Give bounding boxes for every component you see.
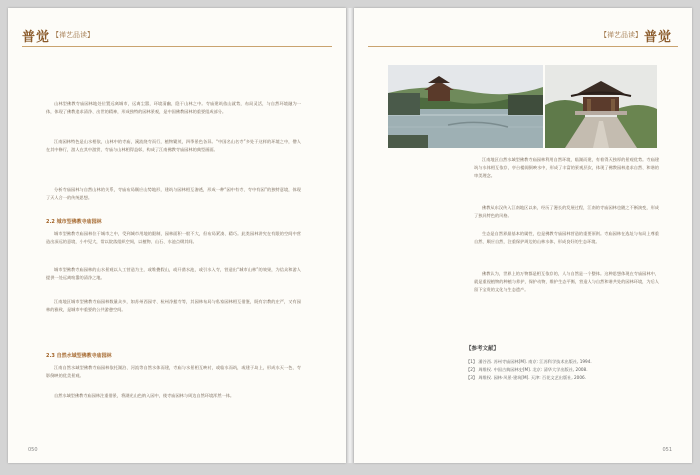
paragraph-2: 江南园林特色是山水相依，山林中的寺庙，溪流绕寺而行，植物繁茂，四季景色各异。“中国名山名寺”多处于这样的环境之中，僧人在其中修行，游人在其中游赏，寺庙与山林相得益彰，构成了江南佛教寺庙园林的典型画面。: [46, 139, 301, 153]
brand-logo-right: 普觉: [644, 30, 673, 45]
paragraph-3: 分析寺庙园林与自然山林的关系，寺庙布局顺应山势地形，建筑与园林相互渗透，形成一种“园中有寺、寺中有园”的独特意境，体现了天人合一的传统思想。: [46, 187, 301, 201]
header-rule: [22, 46, 332, 47]
reference-item: 【3】 周维权. 园林·风景·建筑[M]. 天津: 百花文艺出版社, 2006.: [466, 375, 587, 380]
paragraph-8: 自然水域型佛教寺庙园林注重借景，将湖光山色纳入园中，使寺庙园林与周边自然环境浑然一体。: [54, 393, 235, 398]
brand-logo: 普觉: [22, 30, 51, 45]
section-tag-right: 【禅艺品读】: [600, 31, 642, 39]
paragraph-r1: 江南地区自然水域型佛教寺庙园林利用自然环境，临湖而建，有着得天独厚的景观优势。寺庙建筑与水体相互依存，亭台楼阁倒映水中，形成了丰富的景观层次，体现了佛教园林追求自然、和谐的审美理念。: [474, 157, 659, 179]
references-title: 【参考文献】: [466, 346, 500, 352]
paragraph-r4: 佛教认为，世界上的万物都是相互依存的，人与自然是一个整体。这种思想体现在寺庙园林中，就是重视植物的种植与养护，保护动物，维护生态平衡，营造人与自然和谐共处的园林环境，为后人留下宝贵的文化与生态遗产。: [474, 271, 659, 293]
paragraph-r3: 生态是自然界最基本的属性，也是佛教寺庙园林营造的重要原则。寺庙园林在选址与布局上尊重自然、顺应自然，注重保护周边的山林水体，形成良好的生态环境。: [474, 231, 659, 245]
paragraph-6: 江南地区城市型佛教寺庙园林数量众多，如苏州西园寺、杭州净慈寺等，其园林布局与私家园林相互借鉴，既有宗教的庄严，又有园林的雅致，是城市中重要的公共游憩空间。: [46, 299, 301, 313]
paragraph-1: 山林型佛教寺庙园林地处位置远离城市，远离尘嚣，环境清幽，隐于山林之中。寺庙建筑依山就势，布局灵活，与自然环境融为一体，体现了佛教追求清净、出世的精神，形成独特的园林景观，是中国佛教园林的重要组成部分。: [46, 101, 301, 115]
reference-item: 【2】 周维权. 中国古典园林史[M]. 北京: 清华大学出版社, 2008.: [466, 367, 588, 372]
paragraph-7: 江南自然水域型佛教寺庙园林依托湖泊、河流等自然水体而建，寺庙与水景相互映衬，或临水而筑，或建于岛上，形成水天一色、寺影倒映的优美景观。: [46, 365, 301, 379]
section-tag: 【禅艺品读】: [52, 31, 94, 39]
paragraph-r2: 佛教从东汉传入江南地区以来，经历了漫长的发展过程，江南的寺庙园林也随之不断演变，形成了独具特色的风格。: [474, 205, 659, 219]
subhead-water: 2.3 自然水域型佛教寺庙园林: [46, 353, 112, 359]
temple-lake-photo: [388, 65, 543, 148]
book-gutter: [346, 8, 354, 463]
references-section: [466, 344, 666, 382]
paragraph-4: 城市型佛教寺庙园林位于城市之中，受到城市用地的限制，园林面积一般不大，但布局紧凑、精巧。此类园林讲究在有限的空间中营造出深远的意境，小中见大，常以院落组织空间，以植物、山石、水池点缀其间。: [46, 231, 301, 245]
pavilion-photo: [545, 65, 657, 148]
paragraph-5: 城市型佛教寺庙园林的山水景观以人工营造为主，或堆叠假山，或开凿水池，或引水入寺，营造出“城市山林”的效果，为信众和游人提供一处远离喧嚣的清净之地。: [46, 267, 301, 281]
left-page: [8, 8, 346, 463]
page-number-right: 051: [662, 447, 672, 453]
header-rule-right: [368, 46, 678, 47]
subhead-city: 2.2 城市型佛教寺庙园林: [46, 219, 102, 225]
reference-item: 【1】 潘谷西. 苏州寺庙园林[M]. 南京: 江苏科学技术出版社, 1994.: [466, 359, 592, 364]
right-page: [354, 8, 692, 463]
page-number-left: 050: [28, 447, 38, 453]
